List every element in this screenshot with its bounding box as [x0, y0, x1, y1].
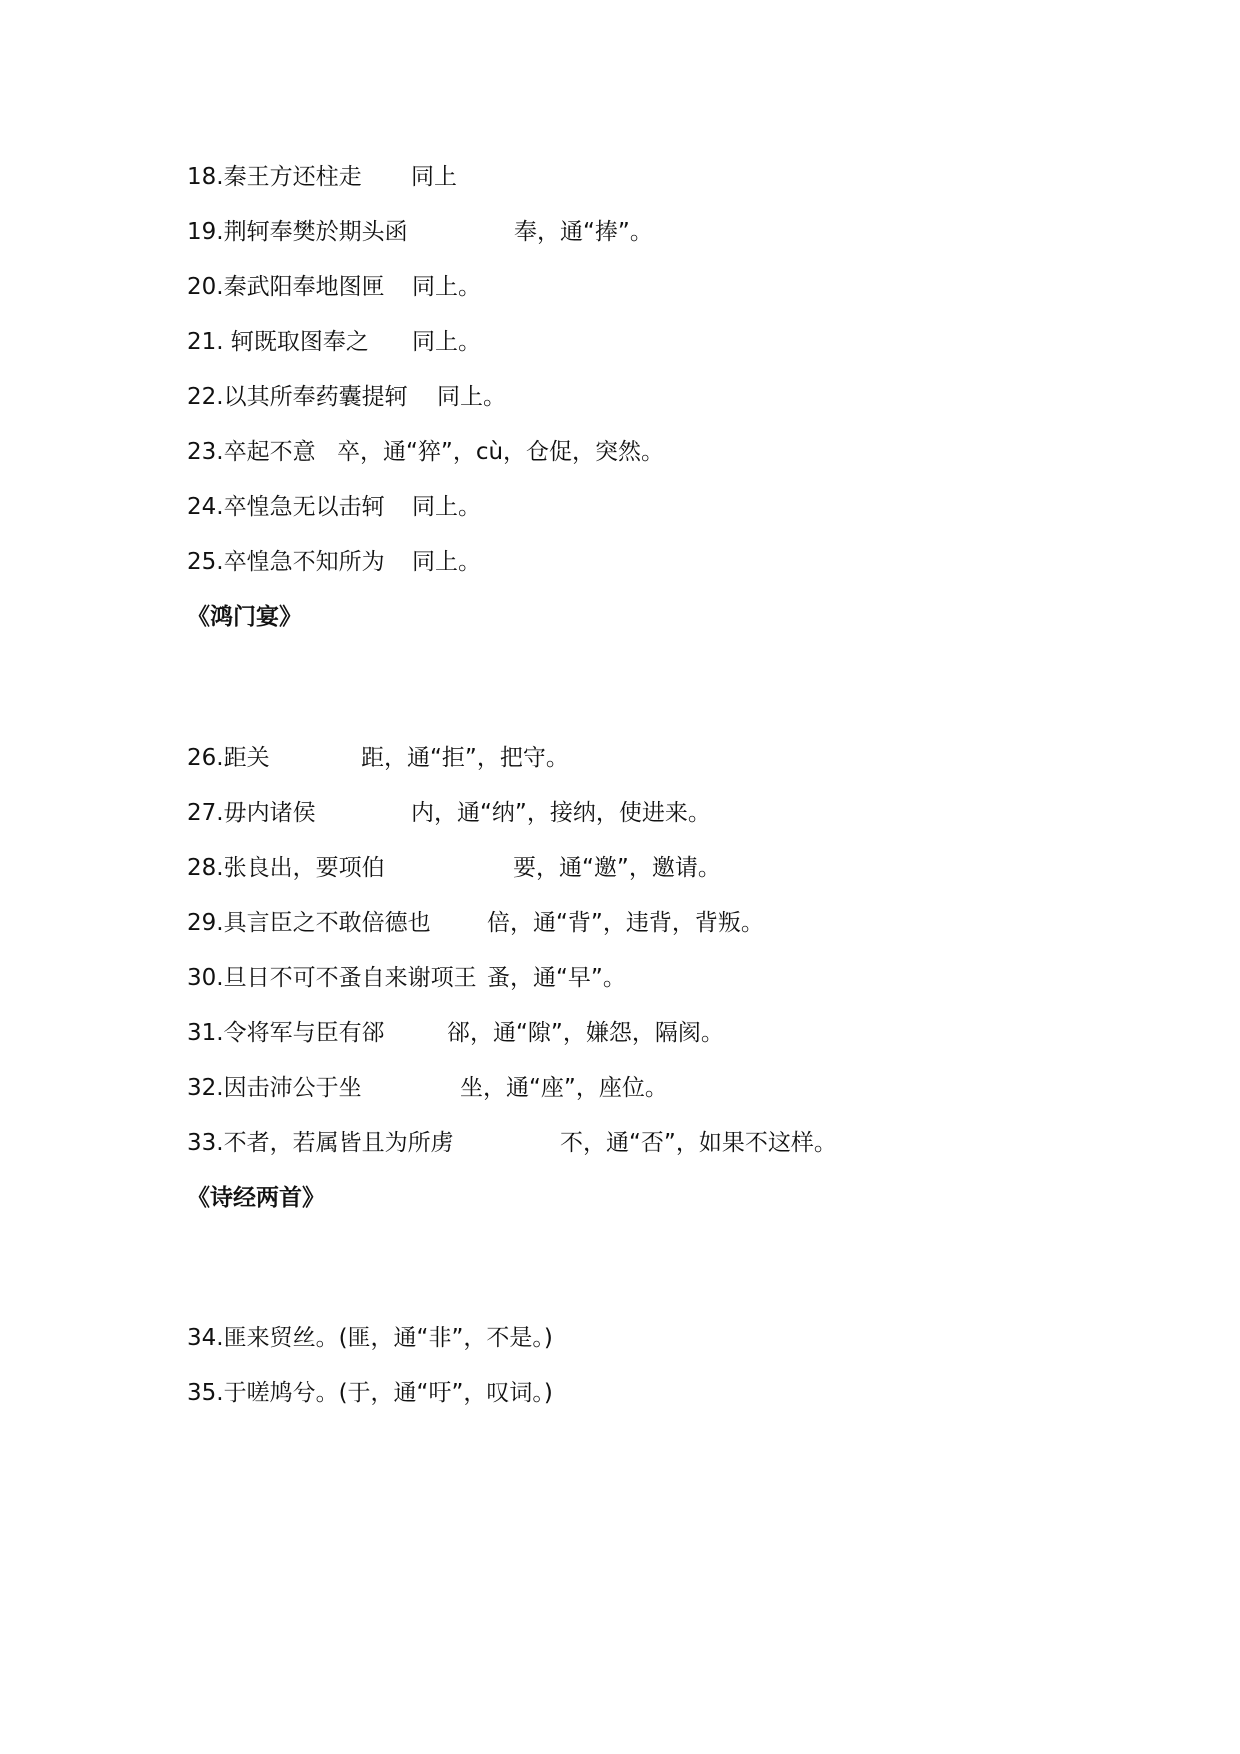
entry-phrase: 21. 轲既取图奉之	[187, 329, 369, 355]
entry-34	[187, 1318, 553, 1358]
entry-32	[187, 1068, 668, 1108]
entry-phrase: 34.匪来贸丝。(匪，通“非”，不是。)	[187, 1325, 553, 1351]
entry-31	[187, 1013, 724, 1053]
entry-gloss: 内，通“纳”，接纳，使进来。	[411, 800, 711, 826]
entry-gloss: 奉，通“捧”。	[514, 219, 653, 245]
entry-phrase: 20.秦武阳奉地图匣	[187, 274, 385, 300]
entry-phrase: 31.令将军与臣有郤	[187, 1020, 385, 1046]
entry-phrase: 29.具言臣之不敢倍德也	[187, 910, 431, 936]
section-title-hongmenyan: 《鸿门宴》	[187, 604, 302, 630]
entry-25	[187, 542, 481, 582]
entry-phrase: 19.荆轲奉樊於期头函	[187, 219, 408, 245]
entry-phrase: 35.于嗟鸠兮。(于，通“吁”，叹词。)	[187, 1380, 553, 1406]
entry-26	[187, 738, 569, 778]
entry-gloss: 要，通“邀”，邀请。	[513, 855, 721, 881]
entry-gloss: 同上。	[412, 549, 481, 575]
entry-gloss: 同上。	[412, 274, 481, 300]
entry-20	[187, 267, 481, 307]
entry-phrase: 24.卒惶急无以击轲	[187, 494, 385, 520]
entry-gloss: 同上	[411, 164, 457, 190]
entry-gloss: 倍，通“背”，违背，背叛。	[487, 910, 764, 936]
entry-gloss: 坐，通“座”，座位。	[460, 1075, 668, 1101]
entry-phrase: 30.旦日不可不蚤自来谢项王	[187, 965, 477, 991]
entry-gloss: 郤，通“隙”，嫌怨，隔阂。	[447, 1020, 724, 1046]
entry-gloss: 距，通“拒”，把守。	[361, 745, 569, 771]
entry-gloss: 卒，通“猝”，cù，仓促，突然。	[337, 439, 665, 465]
entry-19	[187, 212, 653, 252]
entry-29	[187, 903, 764, 943]
entry-phrase: 33.不者，若属皆且为所虏	[187, 1130, 454, 1156]
entry-28	[187, 848, 721, 888]
entry-22	[187, 377, 506, 417]
entry-phrase: 25.卒惶急不知所为	[187, 549, 385, 575]
entry-gloss: 不，通“否”，如果不这样。	[560, 1130, 837, 1156]
entry-27	[187, 793, 711, 833]
entry-gloss: 同上。	[437, 384, 506, 410]
entry-23	[187, 432, 665, 472]
entry-30	[187, 958, 626, 998]
entry-phrase: 22.以其所奉药囊提轲	[187, 384, 408, 410]
entry-gloss: 同上。	[412, 329, 481, 355]
entry-21	[187, 322, 481, 362]
entry-24	[187, 487, 481, 527]
entry-phrase: 26.距关	[187, 745, 270, 771]
entry-gloss: 蚤，通“早”。	[487, 965, 626, 991]
entry-phrase: 32.因击沛公于坐	[187, 1075, 362, 1101]
section-title-shijing: 《诗经两首》	[187, 1185, 325, 1211]
entry-33	[187, 1123, 837, 1163]
entry-phrase: 23.卒起不意	[187, 439, 316, 465]
entry-phrase: 28.张良出，要项伯	[187, 855, 385, 881]
entry-gloss: 同上。	[412, 494, 481, 520]
entry-phrase: 27.毋内诸侯	[187, 800, 316, 826]
entry-35	[187, 1373, 553, 1413]
entry-phrase: 18.秦王方还柱走	[187, 164, 362, 190]
entry-18	[187, 157, 457, 197]
